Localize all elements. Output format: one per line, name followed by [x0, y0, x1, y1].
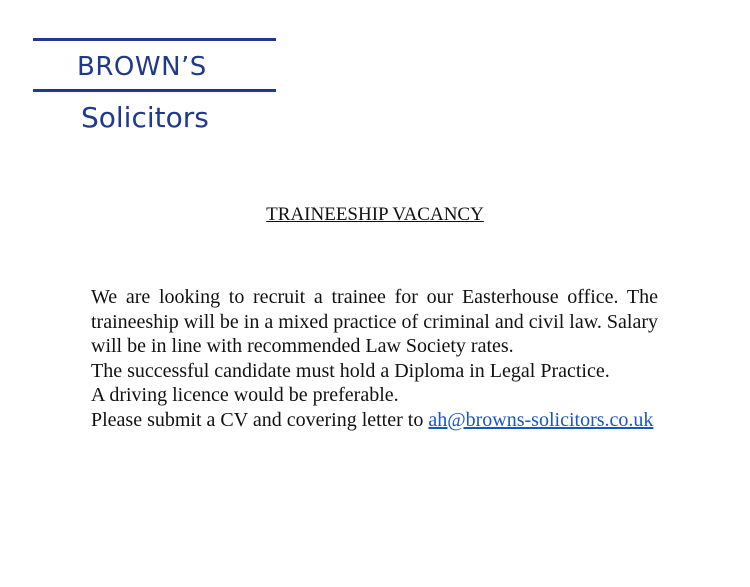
body-paragraph-submit — [91, 408, 658, 433]
firm-logo — [33, 38, 276, 136]
body-paragraph-licence: A driving licence would be preferable. — [91, 384, 399, 406]
email-link[interactable]: ah@browns-solicitors.co.uk — [428, 408, 654, 431]
submit-text: Please submit a CV and covering letter to — [91, 408, 429, 431]
vacancy-body — [91, 285, 658, 432]
logo-top-rule — [33, 38, 276, 41]
vacancy-heading: TRAINEESHIP VACANCY — [266, 204, 484, 225]
body-paragraph-intro: We are looking to recruit a trainee for our Easterhouse office. The traineeship will be in a mixed practice of criminal and civil law. Salary will be in line with recommended Law Society rates. — [91, 286, 658, 357]
body-paragraph-requirement: The successful candidate must hold a Diploma in Legal Practice. — [91, 359, 610, 382]
logo-firm-name: BROWN’S — [77, 52, 207, 82]
logo-bottom-rule — [33, 89, 276, 92]
logo-firm-subtitle: Solicitors — [81, 101, 209, 134]
